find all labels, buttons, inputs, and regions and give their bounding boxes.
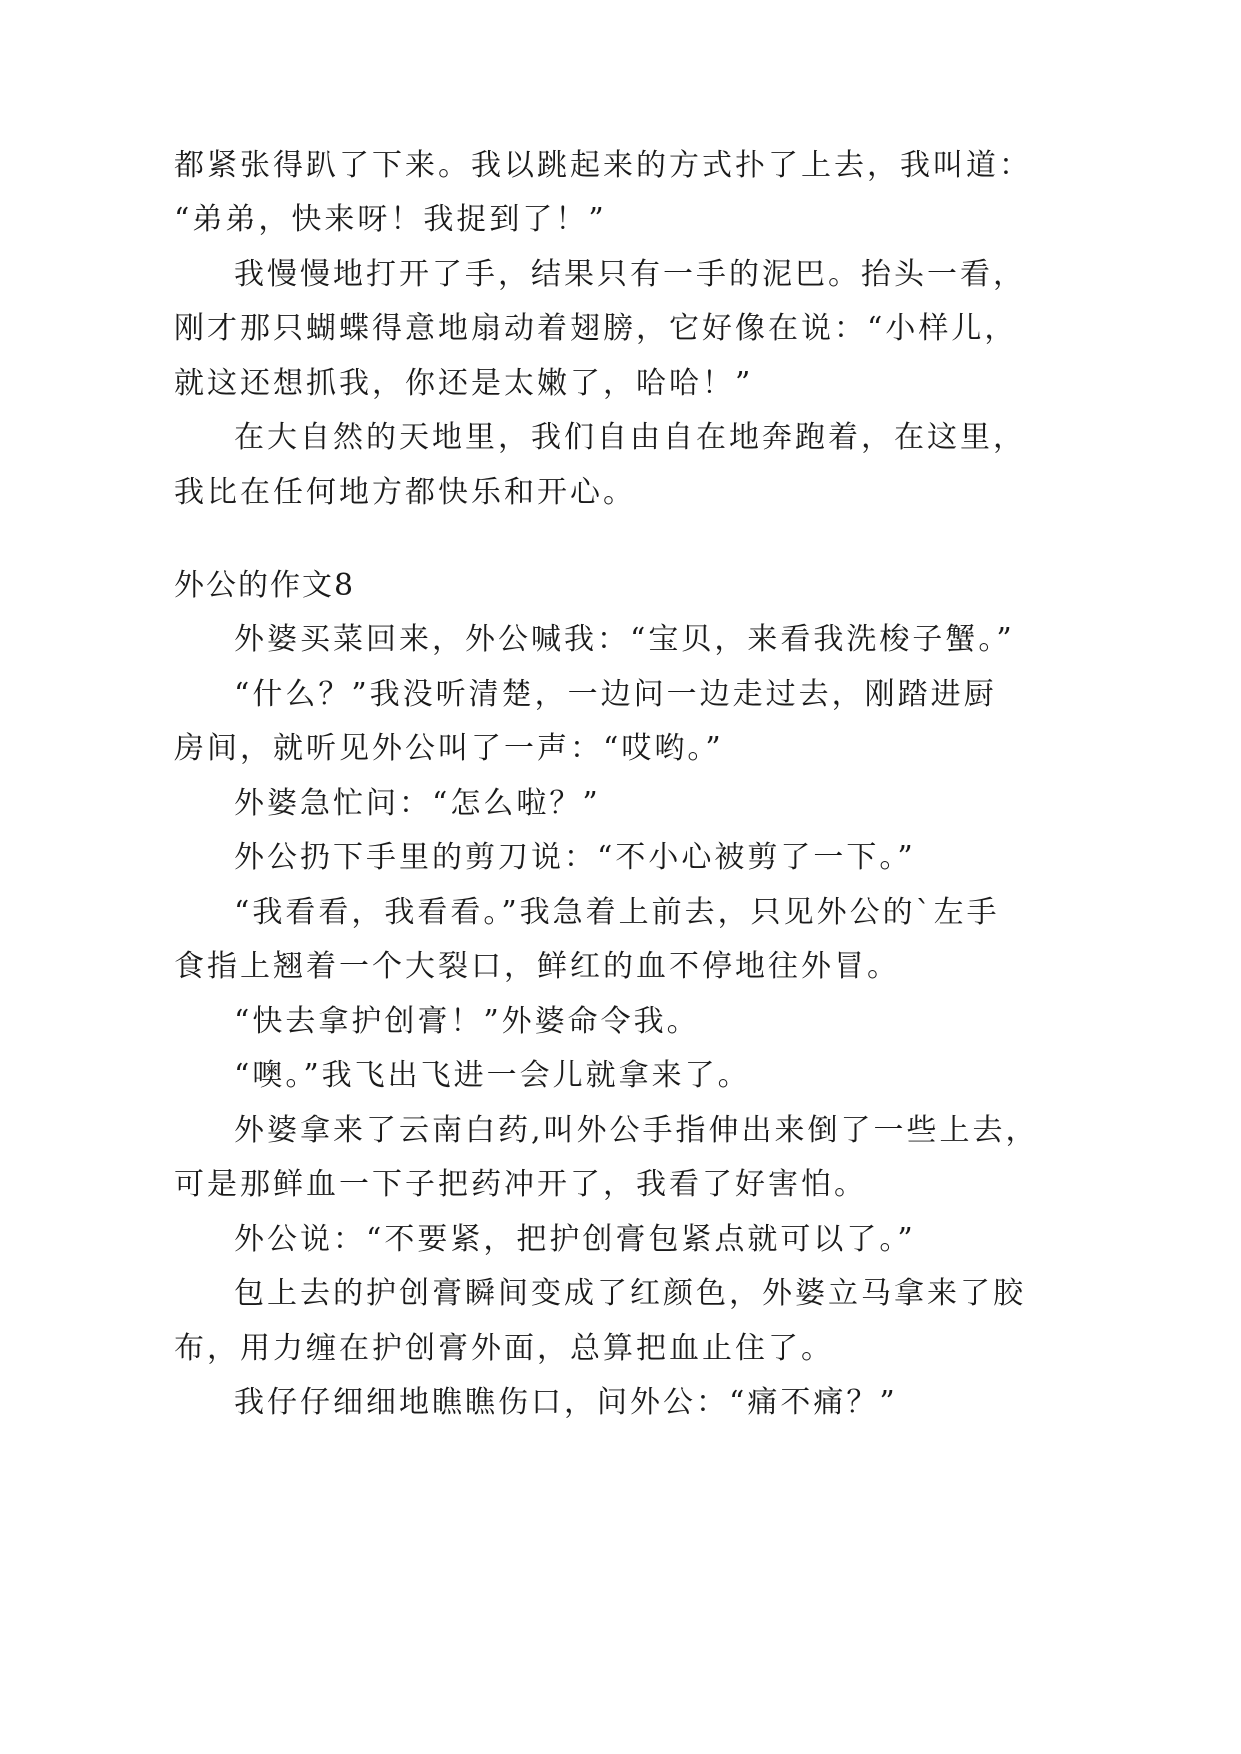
text-line: “我看看，我看看。”我急着上前去，只见外公的`左手 — [234, 895, 1000, 930]
text-line: 可是那鲜血一下子把药冲开了，我看了好害怕。 — [174, 1167, 867, 1202]
text-line: 房间，就听见外公叫了一声：“哎哟。” — [174, 731, 724, 766]
text-line: “什么？”我没听清楚，一边问一边走过去，刚踏进厨 — [234, 677, 997, 712]
text-line: 就这还想抓我，你还是太嫩了，哈哈！” — [174, 366, 754, 401]
text-line: 刚才那只蝴蝶得意地扇动着翅膀，它好像在说：“小样儿， — [174, 311, 1018, 346]
text-line: “弟弟，快来呀！我捉到了！” — [174, 202, 607, 237]
text-line: 外婆拿来了云南白药,叫外公手指伸出来倒了一些上去， — [234, 1113, 1039, 1148]
text-line: 我慢慢地打开了手，结果只有一手的泥巴。抬头一看， — [234, 257, 1026, 292]
text-line: 包上去的护创膏瞬间变成了红颜色，外婆立马拿来了胶 — [234, 1276, 1026, 1311]
text-line: 在大自然的天地里，我们自由自在地奔跑着，在这里， — [234, 420, 1026, 455]
text-line: 外婆买菜回来，外公喊我：“宝贝，来看我洗梭子蟹。” — [234, 622, 1015, 657]
text-line: 都紧张得趴了下来。我以跳起来的方式扑了上去，我叫道： — [174, 148, 1032, 183]
text-line: 外婆急忙问：“怎么啦？” — [234, 786, 601, 821]
text-line: 我仔仔细细地瞧瞧伤口，问外公：“痛不痛？” — [234, 1385, 898, 1420]
text-line: 我比在任何地方都快乐和开心。 — [174, 475, 636, 510]
text-line: 布，用力缠在护创膏外面，总算把血止住了。 — [174, 1331, 834, 1366]
text-line: 外公扔下手里的剪刀说：“不小心被剪了一下。” — [234, 840, 916, 875]
text-line: 食指上翘着一个大裂口，鲜红的血不停地往外冒。 — [174, 949, 900, 984]
text-line: 外公说：“不要紧，把护创膏包紧点就可以了。” — [234, 1222, 916, 1257]
section-heading: 外公的作文8 — [174, 568, 356, 603]
text-line: “噢。”我飞出飞进一会儿就拿来了。 — [234, 1058, 751, 1093]
text-line: “快去拿护创膏！”外婆命令我。 — [234, 1004, 700, 1039]
